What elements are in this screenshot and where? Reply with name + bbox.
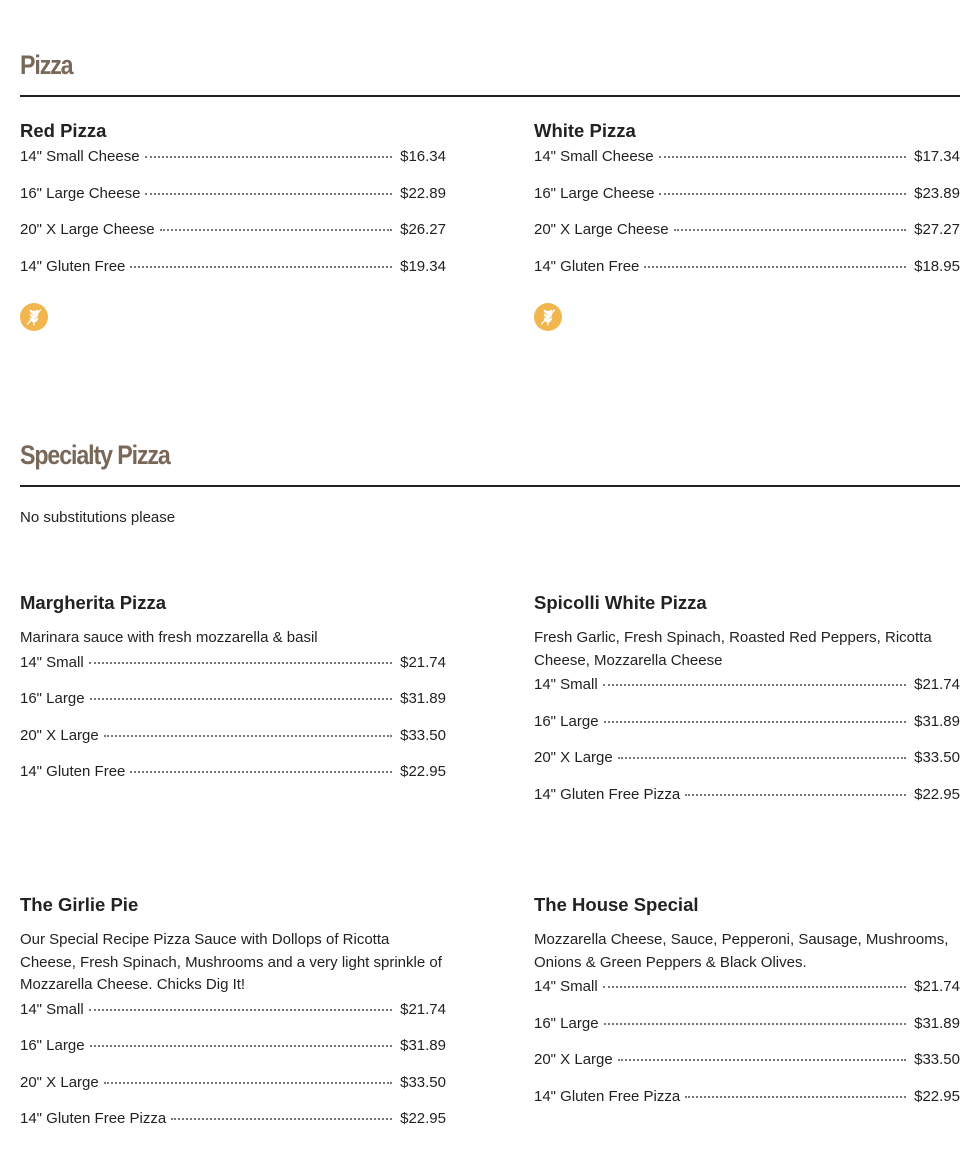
price-row (20, 1036, 446, 1073)
dot-leader (659, 193, 906, 195)
price-value: $26.27 (400, 221, 446, 238)
menu-item-the-girlie-pie (20, 893, 446, 1146)
dot-leader (659, 156, 907, 158)
dot-leader (171, 1118, 392, 1120)
section-divider (20, 485, 960, 487)
menu-item-margherita-pizza (20, 591, 446, 799)
size-label: 14" Small (20, 653, 84, 671)
dot-leader (685, 1096, 906, 1098)
dot-leader (644, 266, 906, 268)
item-title: The Girlie Pie (20, 894, 139, 915)
size-label: 14" Gluten Free (20, 763, 126, 780)
dot-leader (89, 1009, 392, 1011)
price-row (20, 653, 446, 690)
dot-leader (603, 986, 906, 988)
price-value: $23.89 (914, 184, 960, 202)
menu-item-spicolli-white-pizza (534, 591, 960, 821)
price-value: $31.89 (914, 712, 960, 730)
price-value: $16.34 (400, 148, 446, 165)
size-label: 14" Gluten Free (20, 257, 126, 275)
dot-leader (90, 1045, 393, 1047)
price-row (534, 748, 960, 785)
price-value: $21.74 (400, 653, 446, 671)
price-row (20, 257, 446, 294)
size-label: 20" X Large (20, 726, 99, 744)
price-value: $22.89 (400, 184, 446, 202)
item-title: Red Pizza (20, 120, 107, 141)
dot-leader (685, 794, 906, 796)
item-title: The House Special (534, 894, 699, 915)
price-row (20, 726, 446, 763)
section-title-pizza: Pizza (20, 50, 73, 80)
size-label: 20" X Large (534, 1051, 613, 1068)
price-value: $33.50 (400, 1073, 446, 1091)
size-label: 20" X Large (534, 749, 613, 766)
price-value: $22.95 (400, 1110, 446, 1127)
price-value: $22.95 (914, 1087, 960, 1105)
size-label: 16" Large Cheese (20, 184, 141, 202)
item-title: White Pizza (534, 120, 636, 141)
price-list (534, 675, 960, 821)
price-row (534, 1050, 960, 1087)
size-label: 16" Large (20, 690, 85, 707)
size-label: 14" Gluten Free Pizza (20, 1110, 167, 1127)
size-label: 14" Gluten Free (534, 257, 640, 275)
price-value: $33.50 (914, 1051, 960, 1068)
price-value: $18.95 (914, 257, 960, 275)
size-label: 14" Small (20, 1000, 84, 1018)
price-list (534, 977, 960, 1123)
dot-leader (104, 1082, 392, 1084)
size-label: 20" X Large Cheese (20, 221, 155, 238)
price-value: $21.74 (400, 1000, 446, 1018)
price-value: $21.74 (914, 978, 960, 995)
size-label: 20" X Large Cheese (534, 221, 669, 238)
dot-leader (130, 266, 392, 268)
menu-item-red-pizza (20, 119, 446, 331)
price-value: $33.50 (400, 726, 446, 744)
menu-item-the-house-special (534, 893, 960, 1123)
price-row (534, 1014, 960, 1051)
item-description: Mozzarella Cheese, Sauce, Pepperoni, Sausage, Mushrooms, Onions & Green Peppers & Black Olives. (534, 931, 949, 971)
dot-leader (130, 771, 392, 773)
item-description: Marinara sauce with fresh mozzarella & basil (20, 629, 318, 646)
price-list (20, 653, 446, 799)
size-label: 14" Gluten Free Pizza (534, 1087, 681, 1105)
item-title: Spicolli White Pizza (534, 592, 707, 613)
section-title-specialty-pizza: Specialty Pizza (20, 440, 170, 470)
dot-leader (145, 193, 392, 195)
item-title: Margherita Pizza (20, 592, 166, 613)
size-label: 14" Gluten Free Pizza (534, 785, 681, 803)
dot-leader (618, 1059, 906, 1061)
price-row (20, 1109, 446, 1146)
price-value: $27.27 (914, 221, 960, 238)
price-value: $22.95 (400, 763, 446, 780)
item-description: Our Special Recipe Pizza Sauce with Dollops of Ricotta Cheese, Fresh Spinach, Mushrooms and a very light sprinkle of Mozzarella Cheese. Chicks Dig It! (20, 931, 442, 993)
price-row (534, 785, 960, 822)
price-row (534, 184, 960, 221)
price-value: $31.89 (914, 1014, 960, 1032)
price-value: $21.74 (914, 676, 960, 693)
price-row (534, 1087, 960, 1124)
price-row (534, 220, 960, 257)
price-value: $31.89 (400, 690, 446, 707)
dot-leader (618, 757, 906, 759)
section-divider (20, 95, 960, 97)
size-label: 14" Small Cheese (534, 148, 654, 165)
gluten-free-icon (20, 303, 48, 331)
dot-leader (145, 156, 393, 158)
menu-item-white-pizza (534, 119, 960, 331)
price-row (20, 184, 446, 221)
item-description: Fresh Garlic, Fresh Spinach, Roasted Red Peppers, Ricotta Cheese, Mozzarella Cheese (534, 629, 932, 669)
dot-leader (604, 721, 907, 723)
price-row (20, 762, 446, 799)
price-row (20, 1073, 446, 1110)
price-row (20, 220, 446, 257)
dot-leader (604, 1023, 907, 1025)
size-label: 16" Large (534, 712, 599, 730)
price-value: $19.34 (400, 257, 446, 275)
size-label: 16" Large (20, 1037, 85, 1054)
size-label: 14" Small Cheese (20, 148, 140, 165)
price-value: $22.95 (914, 785, 960, 803)
price-value: $17.34 (914, 148, 960, 165)
size-label: 14" Small (534, 676, 598, 693)
gluten-free-icon (534, 303, 562, 331)
price-row (20, 147, 446, 184)
price-row (534, 147, 960, 184)
price-list (20, 1000, 446, 1146)
price-value: $33.50 (914, 749, 960, 766)
size-label: 16" Large (534, 1014, 599, 1032)
price-row (534, 675, 960, 712)
dot-leader (104, 735, 392, 737)
price-row (534, 257, 960, 294)
price-row (534, 712, 960, 749)
size-label: 16" Large Cheese (534, 184, 655, 202)
dot-leader (89, 662, 392, 664)
price-row (20, 689, 446, 726)
price-list (534, 147, 960, 293)
price-row (20, 1000, 446, 1037)
size-label: 14" Small (534, 978, 598, 995)
price-row (534, 977, 960, 1014)
section-note: No substitutions please (20, 509, 176, 526)
size-label: 20" X Large (20, 1073, 99, 1091)
dot-leader (160, 229, 393, 231)
dot-leader (603, 684, 906, 686)
price-value: $31.89 (400, 1037, 446, 1054)
price-list (20, 147, 446, 293)
dot-leader (90, 698, 393, 700)
dot-leader (674, 229, 907, 231)
